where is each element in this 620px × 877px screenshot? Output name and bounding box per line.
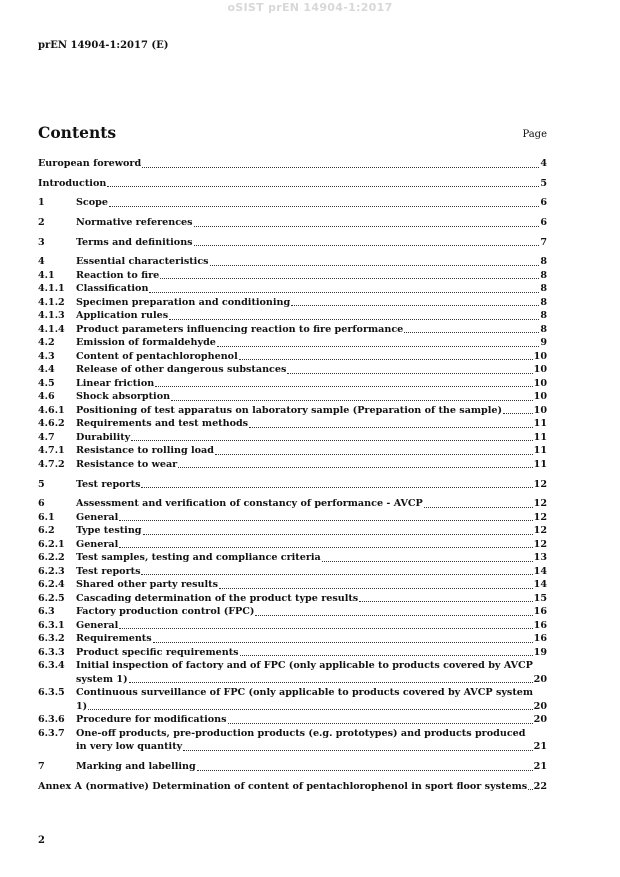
toc-entry-title: European foreword: [38, 158, 142, 169]
toc-entry[interactable]: [38, 524, 547, 538]
toc-entry-title: Durability: [76, 431, 131, 443]
toc-page-number: 15: [533, 592, 547, 604]
toc-entry-number: 6.3.4: [38, 660, 65, 672]
toc-entry-title: Type testing: [76, 525, 142, 537]
toc-entry[interactable]: [38, 269, 547, 283]
toc-page-number: 8: [540, 296, 547, 308]
toc-entry[interactable]: [38, 605, 547, 619]
toc-entry[interactable]: [38, 619, 547, 633]
toc-entry-number: 4.1.1: [38, 283, 65, 295]
dot-leader: [291, 305, 539, 306]
toc-entry-title: Specimen preparation and conditioning: [76, 296, 291, 308]
toc-entry-number: 6.3.6: [38, 714, 65, 726]
toc-entry-number: 4.6: [38, 391, 55, 403]
toc-entry-title: Test samples, testing and compliance criteria: [76, 552, 321, 564]
toc-entry-title: Emission of formaldehyde: [76, 337, 216, 349]
toc-entry-title: Factory production control (FPC): [76, 606, 255, 618]
toc-page-number: 14: [533, 565, 547, 577]
toc-entry-title: Scope: [76, 197, 108, 209]
toc-entry-number: 6.2.5: [38, 592, 65, 604]
page-column-header: Page: [522, 129, 547, 140]
toc-page-number: 20: [533, 673, 547, 685]
toc-entry[interactable]: [38, 196, 547, 210]
dot-leader: [255, 615, 532, 616]
dot-leader: [153, 642, 533, 643]
toc-entry[interactable]: [38, 686, 547, 713]
toc-entry-number: 4.7.2: [38, 458, 65, 470]
toc-entry[interactable]: [38, 255, 547, 269]
toc-page-number: 16: [533, 633, 547, 645]
toc-entry-number: 6.2.1: [38, 538, 65, 550]
toc-page-number: 16: [533, 606, 547, 618]
toc-entry[interactable]: [38, 431, 547, 445]
toc-entry-number: 6: [38, 498, 45, 510]
toc-entry-title: General: [76, 538, 119, 550]
page-title: Contents: [38, 123, 117, 142]
dot-leader: [88, 709, 532, 710]
toc-entry-number: 4.7.1: [38, 445, 65, 457]
dot-leader: [119, 628, 532, 629]
dot-leader: [119, 547, 532, 548]
toc-page-number: 21: [533, 761, 547, 772]
toc-entry-title: Resistance to rolling load: [76, 445, 214, 457]
toc-page-number: 12: [533, 478, 547, 490]
toc-page-number: 6: [540, 217, 547, 229]
toc-page-number: 8: [540, 323, 547, 335]
dot-leader: [160, 278, 539, 279]
toc-entry[interactable]: [38, 458, 547, 472]
toc-page-number: 14: [533, 579, 547, 591]
toc-entry-title: One-off products, pre-production products (e.g. prototypes) and products produced: [76, 727, 526, 739]
toc-entry[interactable]: [38, 780, 547, 794]
dot-leader: [322, 561, 533, 562]
toc-entry-title: Content of pentachlorophenol: [76, 350, 238, 362]
toc-entry-title-cont: system 1): [76, 673, 128, 685]
toc-entry[interactable]: [38, 236, 547, 250]
dot-leader: [197, 770, 533, 771]
dot-leader: [155, 386, 532, 387]
toc-entry-title: Shared other party results: [76, 579, 218, 591]
toc-entry-title-cont: 1): [76, 700, 88, 712]
dot-leader: [215, 454, 533, 455]
toc-entry-number: 6.3.2: [38, 633, 65, 645]
toc-entry[interactable]: [38, 323, 547, 337]
toc-entry-title: Requirements: [76, 633, 152, 645]
toc-entry[interactable]: [38, 511, 547, 525]
toc-entry[interactable]: [38, 157, 547, 171]
toc-entry[interactable]: [38, 177, 547, 191]
dot-leader: [240, 655, 533, 656]
toc-page-number: 9: [540, 337, 547, 349]
toc-entry[interactable]: [38, 377, 547, 391]
toc-entry[interactable]: [38, 497, 547, 511]
toc-entry[interactable]: [38, 296, 547, 310]
toc-entry-title: Application rules: [76, 310, 169, 322]
toc-entry-title: Classification: [76, 283, 149, 295]
toc-entry-number: 7: [38, 761, 45, 772]
toc-entry[interactable]: [38, 444, 547, 458]
toc-entry[interactable]: [38, 417, 547, 431]
dot-leader: [169, 319, 539, 320]
toc-page-number: 20: [533, 714, 547, 726]
toc-entry-number: 5: [38, 478, 45, 490]
toc-page-number: 10: [533, 377, 547, 389]
dot-leader: [129, 682, 533, 683]
dot-leader: [404, 332, 539, 333]
dot-leader: [228, 723, 533, 724]
toc-entry-number: 4.1: [38, 269, 55, 281]
toc-entry[interactable]: [38, 659, 547, 686]
dot-leader: [210, 265, 540, 266]
toc-entry-number: 6.1: [38, 511, 55, 523]
toc-entry-title: Linear friction: [76, 377, 155, 389]
toc-entry-number: 2: [38, 217, 45, 229]
dot-leader: [171, 400, 533, 401]
toc-page-number: 11: [533, 431, 547, 443]
toc-entry-title: Terms and definitions: [76, 236, 193, 248]
toc-entry-number: 4.4: [38, 364, 55, 376]
toc-entry[interactable]: [38, 390, 547, 404]
toc-entry[interactable]: [38, 646, 547, 660]
toc-page-number: 8: [540, 256, 547, 268]
dot-leader: [119, 520, 532, 521]
toc-entry-number: 4.1.2: [38, 296, 65, 308]
dot-leader: [249, 427, 533, 428]
dot-leader: [141, 487, 532, 488]
toc-entry[interactable]: [38, 760, 547, 774]
toc-entry-title: Annex A (normative) Determination of content of pentachlorophenol in sport floor systems: [38, 780, 528, 792]
toc-entry-title: Introduction: [38, 177, 107, 189]
toc-entry-number: 4.6.2: [38, 418, 65, 430]
toc-entry-number: 4.3: [38, 350, 55, 362]
toc-entry-number: 4.1.3: [38, 310, 65, 322]
toc-page-number: 19: [533, 646, 547, 658]
dot-leader: [528, 789, 532, 790]
toc-page-number: 8: [540, 269, 547, 281]
dot-leader: [141, 574, 532, 575]
toc-page-number: 7: [540, 236, 547, 248]
toc-entry-number: 4.6.1: [38, 404, 65, 416]
toc-entry-number: 6.3.7: [38, 727, 65, 739]
toc-page-number: 12: [533, 498, 547, 510]
toc-entry[interactable]: [38, 592, 547, 606]
toc-entry-number: 6.2.4: [38, 579, 65, 591]
dot-leader: [109, 206, 539, 207]
toc-entry-number: 4.7: [38, 431, 55, 443]
toc-page-number: 10: [533, 364, 547, 376]
toc-entry-title: Release of other dangerous substances: [76, 364, 287, 376]
toc-entry-number: 6.3.1: [38, 619, 65, 631]
dot-leader: [143, 534, 533, 535]
toc-page-number: 20: [533, 700, 547, 712]
toc-entry-title: Product specific requirements: [76, 646, 239, 658]
dot-leader: [131, 440, 532, 441]
toc-page-number: 21: [533, 741, 547, 753]
dot-leader: [239, 359, 533, 360]
toc-entry-number: 6.3.5: [38, 687, 65, 699]
toc-entry-number: 6.3: [38, 606, 55, 618]
watermark: oSIST prEN 14904-1:2017: [227, 1, 393, 14]
toc-entry[interactable]: [38, 216, 547, 230]
toc-page-number: 11: [533, 458, 547, 470]
toc-entry[interactable]: [38, 350, 547, 364]
toc-page-number: 12: [533, 511, 547, 523]
dot-leader: [107, 186, 539, 187]
toc-page-number: 10: [533, 391, 547, 403]
toc-entry[interactable]: [38, 551, 547, 565]
toc-page-number: 11: [533, 445, 547, 457]
toc-entry-title: Marking and labelling: [76, 761, 196, 772]
dot-leader: [149, 292, 539, 293]
toc-entry-number: 6.2: [38, 525, 55, 537]
toc-entry-number: 4.5: [38, 377, 55, 389]
toc-entry[interactable]: [38, 578, 547, 592]
toc-entry-title: Cascading determination of the product type results: [76, 592, 359, 604]
toc-entry-number: 4.2: [38, 337, 55, 349]
toc-entry-number: 4: [38, 256, 45, 268]
dot-leader: [142, 167, 539, 168]
table-of-contents: [38, 157, 547, 793]
toc-entry-title: Procedure for modifications: [76, 714, 227, 726]
toc-page-number: 10: [533, 350, 547, 362]
dot-leader: [183, 750, 532, 751]
toc-entry-title: Requirements and test methods: [76, 418, 249, 430]
toc-entry-title: Test reports: [76, 565, 141, 577]
toc-page-number: 12: [533, 525, 547, 537]
toc-entry-number: 6.3.3: [38, 646, 65, 658]
toc-entry-title: Initial inspection of factory and of FPC (only applicable to products covered by AVCP: [76, 660, 533, 672]
page-number: 2: [38, 835, 45, 846]
toc-page-number: 11: [533, 418, 547, 430]
toc-entry[interactable]: [38, 363, 547, 377]
toc-entry-title: Reaction to fire: [76, 269, 160, 281]
toc-entry[interactable]: [38, 713, 547, 727]
toc-entry[interactable]: [38, 538, 547, 552]
toc-entry-title: General: [76, 511, 119, 523]
toc-entry-title: Continuous surveillance of FPC (only applicable to products covered by AVCP system: [76, 687, 534, 699]
dot-leader: [194, 245, 540, 246]
toc-entry-number: 4.1.4: [38, 323, 65, 335]
toc-entry-title: General: [76, 619, 119, 631]
toc-page-number: 12: [533, 538, 547, 550]
toc-entry-title: Resistance to wear: [76, 458, 178, 470]
dot-leader: [178, 467, 532, 468]
toc-entry[interactable]: [38, 727, 547, 754]
toc-entry-title: Essential characteristics: [76, 256, 209, 268]
toc-entry[interactable]: [38, 565, 547, 579]
document-id: prEN 14904-1:2017 (E): [38, 40, 169, 51]
toc-entry-number: 3: [38, 236, 45, 248]
toc-page-number: 22: [533, 780, 547, 792]
toc-entry[interactable]: [38, 282, 547, 296]
toc-entry[interactable]: [38, 478, 547, 492]
dot-leader: [217, 346, 539, 347]
toc-entry[interactable]: [38, 404, 547, 418]
dot-leader: [424, 507, 533, 508]
toc-entry-number: 6.2.3: [38, 565, 65, 577]
toc-entry-title: Positioning of test apparatus on laboratory sample (Preparation of the sample): [76, 404, 503, 416]
toc-page-number: 13: [533, 552, 547, 564]
toc-entry-title: Test reports: [76, 478, 141, 490]
toc-entry-number: 6.2.2: [38, 552, 65, 564]
toc-entry[interactable]: [38, 309, 547, 323]
dot-leader: [359, 601, 532, 602]
toc-entry-title: Normative references: [76, 217, 193, 229]
toc-page-number: 10: [533, 404, 547, 416]
toc-page-number: 16: [533, 619, 547, 631]
toc-page-number: 4: [540, 158, 547, 169]
toc-entry-number: 1: [38, 197, 45, 209]
dot-leader: [503, 413, 533, 414]
dot-leader: [219, 588, 533, 589]
toc-page-number: 6: [540, 197, 547, 209]
toc-entry-title: Shock absorption: [76, 391, 171, 403]
dot-leader: [287, 373, 532, 374]
dot-leader: [194, 226, 540, 227]
toc-page-number: 5: [540, 177, 547, 189]
toc-entry-title: Assessment and verification of constancy of performance - AVCP: [76, 498, 423, 510]
toc-entry[interactable]: [38, 336, 547, 350]
toc-entry-title: Product parameters influencing reaction to fire performance: [76, 323, 404, 335]
toc-entry[interactable]: [38, 632, 547, 646]
toc-entry-title-cont: in very low quantity: [76, 741, 183, 753]
toc-page-number: 8: [540, 283, 547, 295]
toc-page-number: 8: [540, 310, 547, 322]
